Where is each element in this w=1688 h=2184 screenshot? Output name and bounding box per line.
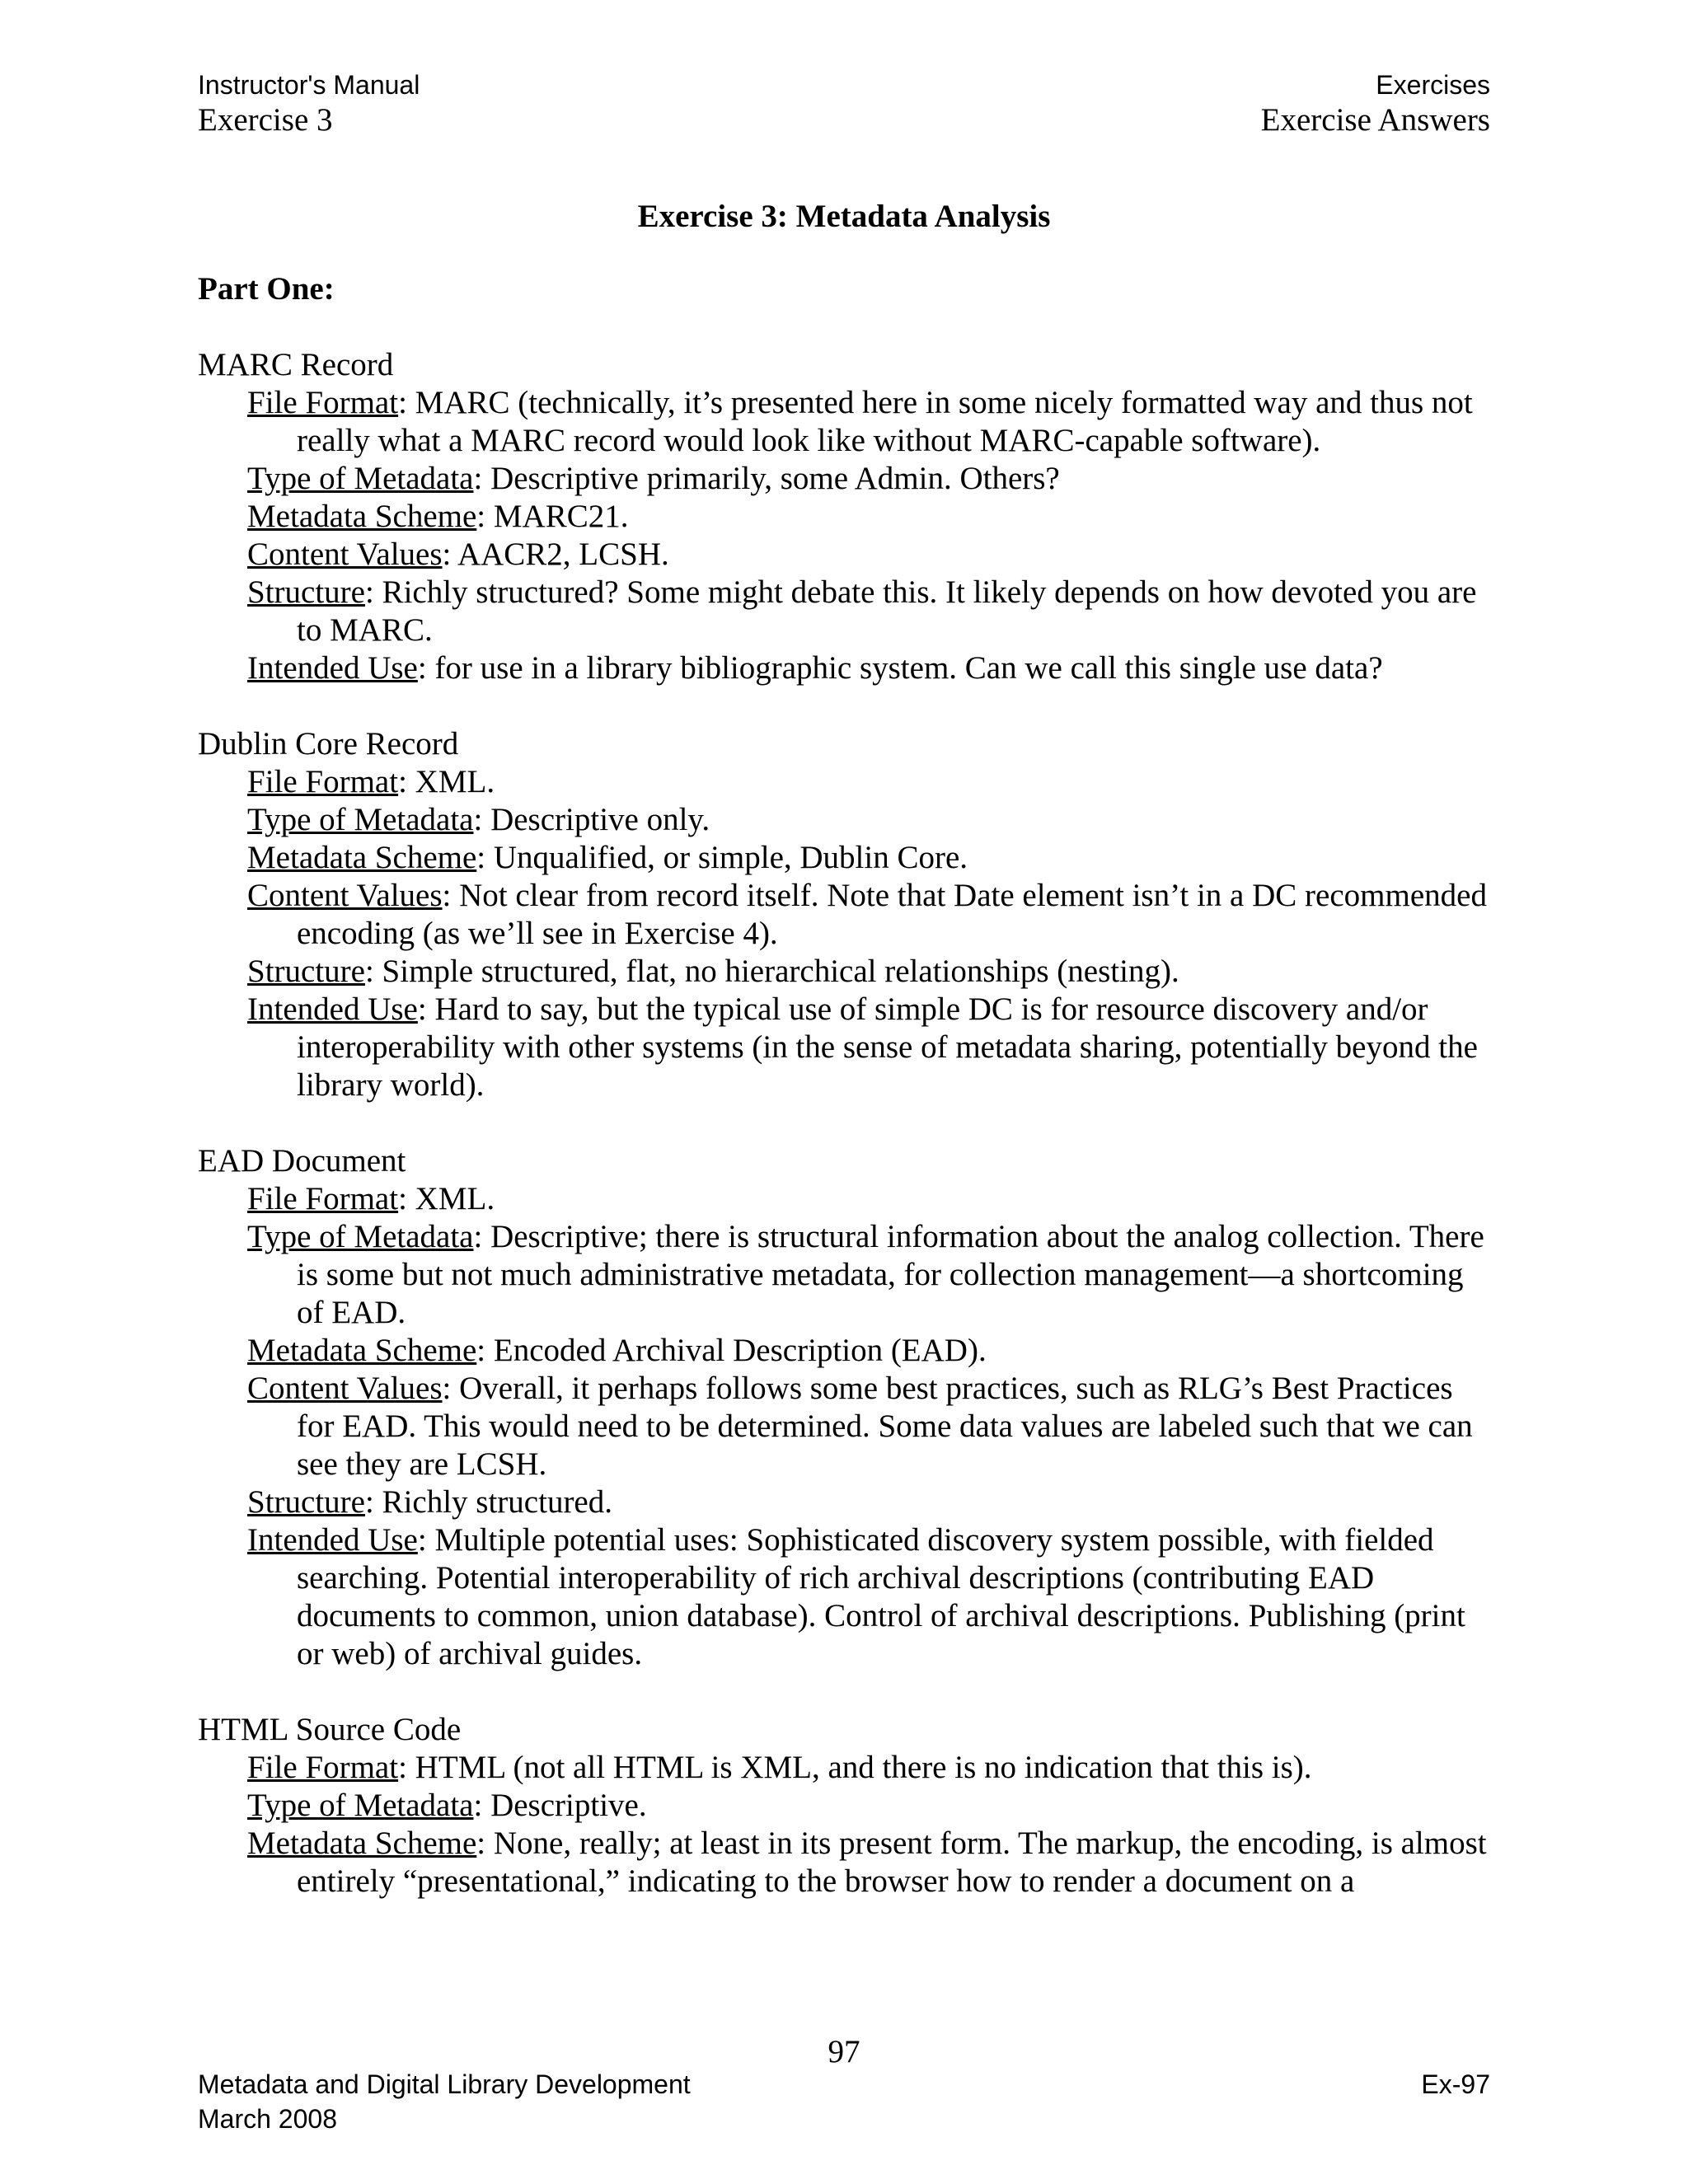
field-label: Type of Metadata — [247, 802, 474, 837]
header-manual-label: Instructor's Manual — [198, 70, 420, 100]
field-label: Metadata Scheme — [247, 1825, 477, 1861]
field-text: : None, really; at least in its present form. The markup, the encoding, is almost entirely “presentational,” indicating to the browser how to render a document on a — [297, 1825, 1487, 1899]
field-label: Content Values — [247, 878, 443, 913]
field-label: File Format — [247, 764, 399, 799]
field-text: : Descriptive; there is structural information about the analog collection. There is some but not much administrative metadata, for collection management—a shortcoming of EAD. — [297, 1219, 1484, 1330]
section-title: EAD Document — [198, 1143, 406, 1179]
field-text: : HTML (not all HTML is XML, and there is no indication that this is). — [398, 1750, 1312, 1785]
field-entry — [198, 1521, 1490, 1673]
field-label: Content Values — [247, 1371, 443, 1406]
field-entry — [198, 1370, 1490, 1483]
field-label: Type of Metadata — [247, 1788, 474, 1823]
field-entry — [198, 498, 1490, 536]
field-label: Type of Metadata — [247, 461, 474, 496]
section-title: Dublin Core Record — [198, 726, 459, 762]
field-label: Intended Use — [247, 650, 418, 686]
part-heading: Part One: — [198, 271, 335, 307]
field-entry — [198, 574, 1490, 649]
field-text: : Unqualified, or simple, Dublin Core. — [476, 840, 968, 875]
field-label: Structure — [247, 574, 365, 610]
field-entry — [198, 1749, 1490, 1787]
field-label: Structure — [247, 954, 365, 989]
field-text: : Simple structured, flat, no hierarchical relationships (nesting). — [364, 954, 1179, 989]
field-label: Intended Use — [247, 1522, 418, 1558]
field-text: : Not clear from record itself. Note that Date element isn’t in a DC recommended encoding (as we’ll see in Exercise 4). — [297, 878, 1487, 951]
field-label: Intended Use — [247, 991, 418, 1027]
field-text: : AACR2, LCSH. — [442, 537, 669, 572]
field-text: : Descriptive only. — [473, 802, 710, 837]
field-text: : for use in a library bibliographic system. Can we call this single use data? — [417, 650, 1383, 686]
header-exercise-label: Exercise 3 — [198, 102, 333, 138]
section-title: MARC Record — [198, 347, 394, 382]
record-section — [198, 725, 1490, 1104]
header-section-label: Exercises — [1376, 70, 1490, 100]
field-entry — [198, 801, 1490, 839]
field-label: File Format — [247, 385, 399, 420]
field-text: : Encoded Archival Description (EAD). — [476, 1333, 987, 1368]
field-label: Structure — [247, 1484, 365, 1520]
sections-container — [198, 346, 1490, 1900]
field-entry — [198, 1825, 1490, 1900]
field-entry — [198, 536, 1490, 574]
record-section — [198, 1142, 1490, 1673]
field-label: Type of Metadata — [247, 1219, 474, 1254]
field-text: : XML. — [398, 1181, 495, 1216]
field-text: : Descriptive primarily, some Admin. Others? — [473, 461, 1060, 496]
section-title: HTML Source Code — [198, 1712, 462, 1747]
field-entry — [198, 877, 1490, 953]
field-text: : Descriptive. — [473, 1788, 647, 1823]
field-label: Metadata Scheme — [247, 1333, 477, 1368]
footer-left — [198, 2067, 691, 2136]
header-right — [1261, 68, 1490, 138]
field-label: File Format — [247, 1750, 399, 1785]
page-header — [198, 68, 1490, 138]
field-label: Metadata Scheme — [247, 499, 477, 534]
field-text: : Multiple potential uses: Sophisticated discovery system possible, with fielded searching. Potential interoperability of rich archival descriptions (contributing EAD documents to common, union database). Control of archival descriptions. Publishing (print or web) of archival guides. — [297, 1522, 1465, 1671]
record-section — [198, 346, 1490, 687]
field-label: Metadata Scheme — [247, 840, 477, 875]
page-number: 97 — [828, 2034, 860, 2069]
field-entry — [198, 991, 1490, 1104]
field-text: : Richly structured. — [364, 1484, 612, 1520]
header-left — [198, 68, 420, 138]
field-entry — [198, 1180, 1490, 1218]
field-entry — [198, 649, 1490, 687]
document-body — [198, 194, 1490, 1938]
header-subsection-label: Exercise Answers — [1260, 102, 1490, 138]
footer-page-code: Ex-97 — [1421, 2069, 1490, 2099]
field-entry — [198, 1483, 1490, 1521]
field-entry — [198, 1332, 1490, 1370]
field-entry — [198, 1787, 1490, 1825]
document-title: Exercise 3: Metadata Analysis — [637, 199, 1051, 234]
field-label: Content Values — [247, 537, 443, 572]
field-text: : Richly structured? Some might debate this. It likely depends on how devoted you are to MARC. — [297, 574, 1477, 648]
field-text: : MARC (technically, it’s presented here in some nicely formatted way and thus not really what a MARC record would look like without MARC-capable software). — [297, 385, 1473, 458]
field-entry — [198, 839, 1490, 877]
field-text: : XML. — [398, 764, 495, 799]
footer-course-title: Metadata and Digital Library Development — [198, 2069, 691, 2099]
field-entry — [198, 763, 1490, 801]
field-entry — [198, 384, 1490, 460]
field-entry — [198, 953, 1490, 991]
field-entry — [198, 460, 1490, 498]
field-text: : Hard to say, but the typical use of simple DC is for resource discovery and/or interoperability with other systems (in the sense of metadata sharing, potentially beyond the library world). — [297, 991, 1478, 1103]
record-section — [198, 1711, 1490, 1900]
footer-date: March 2008 — [198, 2104, 337, 2134]
field-text: : MARC21. — [476, 499, 629, 534]
footer-row — [198, 2067, 1490, 2136]
field-text: : Overall, it perhaps follows some best practices, such as RLG’s Best Practices for EAD. This would need to be determined. Some data values are labeled such that we can see they are LCSH. — [297, 1371, 1473, 1482]
field-entry — [198, 1218, 1490, 1332]
field-label: File Format — [247, 1181, 399, 1216]
